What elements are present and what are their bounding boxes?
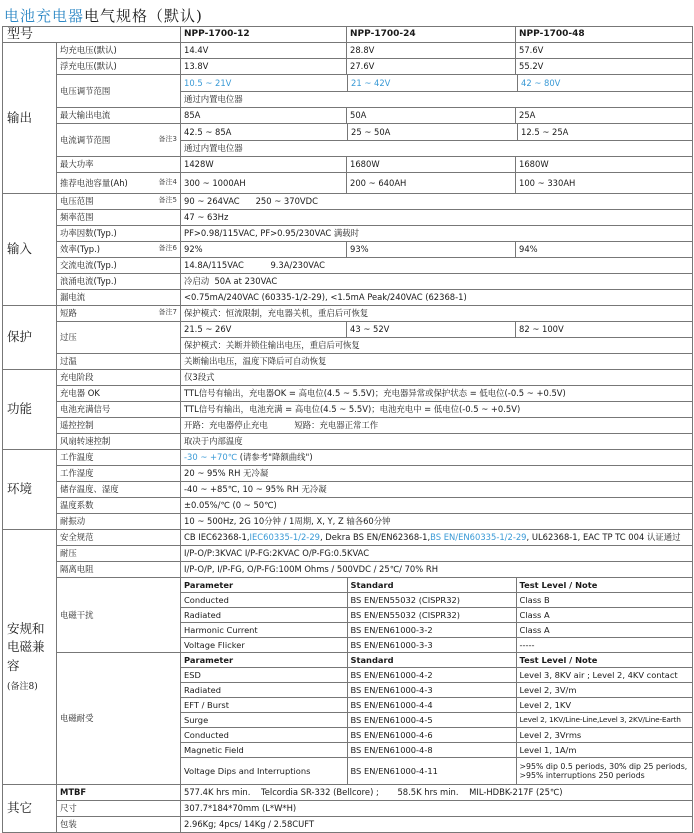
output-row-float-voltage: [3, 59, 693, 75]
title-highlight: 电池充电器: [4, 7, 85, 25]
value: 关断输出电压，温度下降后可自动恢复: [181, 354, 693, 370]
cell: Harmonic Current: [181, 623, 347, 638]
note-tag: 备注7: [158, 308, 178, 317]
immunity-header: [181, 653, 692, 668]
label-storage: 储存温度、湿度: [57, 482, 181, 498]
value: 2.96Kg; 4pcs/ 14Kg / 2.58CUFT: [181, 817, 693, 833]
table-row: [181, 698, 692, 713]
model-3: NPP-1700-48: [516, 27, 693, 43]
env-row-coefficient: [3, 498, 693, 514]
label-text: 电流调节范围: [60, 134, 111, 145]
cell: BS EN/EN61000-4-8: [347, 743, 516, 758]
label-fan: 风扇转速控制: [57, 434, 181, 450]
emission-table: [181, 578, 692, 652]
label-humidity: 工作湿度: [57, 466, 181, 482]
value: 保护模式：恒流限制，充电器关机，重启后可恢复: [181, 306, 693, 322]
label-battery: [57, 173, 181, 194]
label-coefficient: 温度系数: [57, 498, 181, 514]
value: 保护模式：关断并锁住输出电压，重启后可恢复: [181, 338, 693, 354]
value: 42 ~ 80V: [521, 78, 561, 88]
cell: BS EN/EN61000-4-3: [347, 683, 516, 698]
label-mtbf: MTBF: [57, 785, 181, 801]
label-stage: 充电阶段: [57, 370, 181, 386]
cell: -----: [519, 639, 535, 650]
output-row-voltage-adj: [3, 75, 693, 108]
label-text: 推荐电池容量(Ah): [60, 177, 128, 188]
work-temp-value: [181, 450, 693, 466]
label-dimension: 尺寸: [57, 801, 181, 817]
label-short: [57, 306, 181, 322]
cell: Conducted: [181, 728, 347, 743]
cell: Level 2, 1KV: [516, 698, 692, 713]
value: 21 ~ 42V: [348, 75, 518, 91]
std-text: , UL62368-1, EAC TP TC 004 认证通过: [526, 532, 681, 543]
value: 20 ~ 95% RH 无冷凝: [181, 466, 693, 482]
value: -40 ~ +85℃, 10 ~ 95% RH 无冷凝: [181, 482, 693, 498]
value: 28.8V: [347, 43, 516, 59]
cell: Level 1, 1A/m: [516, 743, 692, 758]
note-tag: 备注6: [158, 244, 178, 253]
label-leakage: 漏电流: [57, 290, 181, 306]
section-input: 输入: [3, 194, 57, 306]
function-row-full: [3, 402, 693, 418]
label-remote: 遥控控制: [57, 418, 181, 434]
cell: BS EN/EN61000-4-2: [347, 668, 516, 683]
col-header: Parameter: [181, 653, 347, 668]
label-otp: 过温: [57, 354, 181, 370]
value: 27.6V: [347, 59, 516, 75]
page-title: [0, 0, 694, 26]
label-input-voltage: [57, 194, 181, 210]
table-row: [181, 623, 692, 638]
safety-row-isolation: [3, 562, 693, 578]
output-row-current-adj: [3, 124, 693, 157]
output-row-max-current: [3, 108, 693, 124]
value: 10.5 ~ 21V: [181, 75, 348, 91]
table-row: [181, 593, 692, 608]
label-safety-standards: 安全规范: [57, 530, 181, 546]
std-text: CB IEC62368-1,: [184, 532, 250, 543]
cell: BS EN/EN55032 (CISPR32): [347, 593, 516, 608]
note-tag: 备注5: [158, 196, 178, 205]
label-emission: 电磁干扰: [57, 578, 181, 653]
value: 85A: [181, 108, 347, 124]
label-current-adj: [57, 124, 181, 157]
value: 1680W: [347, 157, 516, 173]
col-header: Test Level / Note: [516, 578, 692, 593]
cell: BS EN/EN55032 (CISPR32): [347, 608, 516, 623]
value: 开路：充电器停止充电 短路：充电器正常工作: [181, 418, 693, 434]
cell: BS EN/EN61000-4-6: [347, 728, 516, 743]
section-output: 输出: [3, 43, 57, 194]
value: 1680W: [516, 157, 693, 173]
value: TTL信号有输出，充电器OK = 高电位(4.5 ~ 5.5V)；充电器异常或保护状态 = 低电位(-0.5 ~ +0.5V): [181, 386, 693, 402]
value: 94%: [516, 242, 693, 258]
label-isolation: 隔离电阻: [57, 562, 181, 578]
value: I/P-O/P:3KVAC I/P-FG:2KVAC O/P-FG:0.5KVAC: [181, 546, 693, 562]
section-safety-title: 安规和电磁兼容: [7, 620, 45, 673]
value: 90 ~ 264VAC 250 ~ 370VDC: [181, 194, 693, 210]
current-adj-note: 通过内置电位器: [181, 140, 692, 156]
value: 1428W: [181, 157, 347, 173]
value: 50A: [347, 108, 516, 124]
current-adj-values: [181, 124, 693, 157]
safety-row-withstand: [3, 546, 693, 562]
cell: Surge: [181, 713, 347, 728]
value: 92%: [181, 242, 347, 258]
value: 307.7*184*70mm (L*W*H): [181, 801, 693, 817]
value: <0.75mA/240VAC (60335-1/2-29), <1.5mA Peak/240VAC (62368-1): [181, 290, 693, 306]
note-tag: 备注3: [158, 134, 178, 143]
cell: Class A: [516, 623, 692, 638]
value-suffix: (请参考"降额曲线"): [237, 452, 313, 463]
cell: Voltage Dips and Interruptions: [181, 758, 347, 785]
col-header: Standard: [347, 578, 516, 593]
env-row-humidity: [3, 466, 693, 482]
cell: Radiated: [181, 683, 347, 698]
cell: ESD: [181, 668, 347, 683]
label-text: 短路: [60, 308, 77, 319]
label-packing: 包装: [57, 817, 181, 833]
protection-row-otp: [3, 354, 693, 370]
table-row: [181, 713, 692, 728]
label-ac-current: 交流电流(Typ.): [57, 258, 181, 274]
spec-table: [2, 26, 693, 833]
protection-row-short: [3, 306, 693, 322]
input-row-inrush: [3, 274, 693, 290]
cell: Conducted: [181, 593, 347, 608]
env-row-temp: [3, 450, 693, 466]
cell: Level 2, 3V/m: [516, 683, 692, 698]
model-label: 型号: [3, 27, 181, 43]
cell: EFT / Burst: [181, 698, 347, 713]
input-row-efficiency: [3, 242, 693, 258]
model-2: NPP-1700-24: [347, 27, 516, 43]
label-text: 电压范围: [60, 196, 94, 207]
input-row-ac-current: [3, 258, 693, 274]
value: 取决于内部温度: [181, 434, 693, 450]
table-row: [181, 668, 692, 683]
label-vibration: 耐振动: [57, 514, 181, 530]
label-efficiency: [57, 242, 181, 258]
model-1: NPP-1700-12: [181, 27, 347, 43]
safety-row-emission: [3, 578, 693, 653]
label-float-voltage: 浮充电压(默认): [57, 59, 181, 75]
others-row-dimension: [3, 801, 693, 817]
value: 25 ~ 50A: [348, 124, 518, 140]
label-full: 电池充满信号: [57, 402, 181, 418]
others-row-packing: [3, 817, 693, 833]
function-row-stage: [3, 370, 693, 386]
output-row-battery: [3, 173, 693, 194]
label-inrush: 浪涌电流(Typ.): [57, 274, 181, 290]
std-text-blue: BS EN/EN60335-1/2-29: [430, 532, 527, 543]
value: 100 ~ 330AH: [516, 173, 693, 194]
value: 47 ~ 63Hz: [181, 210, 693, 226]
value: 43 ~ 52V: [347, 322, 516, 338]
cell: Radiated: [181, 608, 347, 623]
input-row-pf: [3, 226, 693, 242]
output-row-charge-voltage: [3, 43, 693, 59]
env-row-vibration: [3, 514, 693, 530]
cell: BS EN/EN61000-3-3: [347, 638, 516, 653]
section-others: 其它: [3, 785, 57, 833]
cell: Magnetic Field: [181, 743, 347, 758]
table-row: [181, 743, 692, 758]
value: 42.5 ~ 85A: [181, 124, 348, 140]
label-charge-voltage: 均充电压(默认): [57, 43, 181, 59]
function-row-ok: [3, 386, 693, 402]
table-row: [181, 638, 692, 653]
table-row: [181, 608, 692, 623]
safety-standards-value: [181, 530, 693, 546]
emission-table-cell: [181, 578, 693, 653]
value: ±0.05%/℃ (0 ~ 50℃): [181, 498, 693, 514]
value: 冷启动 50A at 230VAC: [181, 274, 693, 290]
label-max-current: 最大输出电流: [57, 108, 181, 124]
section-safety: [3, 530, 57, 785]
label-ovp: 过压: [57, 322, 181, 354]
std-text: , Dekra BS EN/EN62368-1,: [319, 532, 431, 543]
function-row-remote: [3, 418, 693, 434]
cell: Voltage Flicker: [181, 638, 347, 653]
input-row-frequency: [3, 210, 693, 226]
cell: BS EN/EN61000-4-4: [347, 698, 516, 713]
section-safety-note: (备注8): [7, 681, 38, 692]
value: 300 ~ 1000AH: [181, 173, 347, 194]
section-function: 功能: [3, 370, 57, 450]
voltage-adj-note: 通过内置电位器: [181, 91, 692, 107]
title-rest: 电气规格（默认): [84, 7, 203, 25]
value: 93%: [347, 242, 516, 258]
note-tag: 备注4: [158, 177, 178, 186]
value: 57.6V: [516, 43, 693, 59]
value: 577.4K hrs min. Telcordia SR-332 (Bellcore) ; 58.5K hrs min. MIL-HDBK-217F (25℃): [181, 785, 693, 801]
col-header: Test Level / Note: [516, 653, 692, 668]
value: 14.4V: [181, 43, 347, 59]
cell: Level 2, 1KV/Line-Line,Level 3, 2KV/Line-Earth: [516, 713, 692, 728]
others-row-mtbf: [3, 785, 693, 801]
value: -30 ~ +70℃: [184, 452, 238, 463]
cell: >95% dip 0.5 periods, 30% dip 25 periods, >95% interruptions 250 periods: [519, 761, 688, 780]
immunity-table-cell: [181, 653, 693, 785]
output-row-max-power: [3, 157, 693, 173]
env-row-storage: [3, 482, 693, 498]
cell: Level 3, 8KV air ; Level 2, 4KV contact: [516, 668, 692, 683]
value: 仅3段式: [181, 370, 693, 386]
cell: BS EN/EN61000-3-2: [347, 623, 516, 638]
protection-row-ovp: [3, 322, 693, 338]
voltage-adj-values: [181, 75, 693, 108]
value: 200 ~ 640AH: [347, 173, 516, 194]
label-work-temp: 工作温度: [57, 450, 181, 466]
cell: Class A: [516, 608, 692, 623]
value: 25A: [516, 108, 693, 124]
col-header: Parameter: [181, 578, 347, 593]
value: 12.5 ~ 25A: [521, 127, 569, 137]
value: I/P-O/P, I/P-FG, O/P-FG:100M Ohms / 500VDC / 25℃/ 70% RH: [181, 562, 693, 578]
value: 21.5 ~ 26V: [181, 322, 347, 338]
label-charger-ok: 充电器 OK: [57, 386, 181, 402]
label-pf: 功率因数(Typ.): [57, 226, 181, 242]
label-withstand: 耐压: [57, 546, 181, 562]
table-row: [181, 683, 692, 698]
table-row: [181, 728, 692, 743]
label-immunity: 电磁耐受: [57, 653, 181, 785]
label-voltage-adj: 电压调节范围: [57, 75, 181, 108]
table-row: [181, 758, 692, 785]
emission-header: [181, 578, 692, 593]
section-environment: 环境: [3, 450, 57, 530]
immunity-table: [181, 653, 692, 784]
std-text-blue: IEC60335-1/2-29: [249, 532, 320, 543]
cell: Level 2, 3Vrms: [516, 728, 692, 743]
value: 10 ~ 500Hz, 2G 10分钟 / 1周期, X, Y, Z 轴各60分钟: [181, 514, 693, 530]
value: 13.8V: [181, 59, 347, 75]
value: 14.8A/115VAC 9.3A/230VAC: [181, 258, 693, 274]
label-frequency: 频率范围: [57, 210, 181, 226]
value: 82 ~ 100V: [516, 322, 693, 338]
label-max-power: 最大功率: [57, 157, 181, 173]
cell: BS EN/EN61000-4-5: [347, 713, 516, 728]
input-row-voltage: [3, 194, 693, 210]
value: PF>0.98/115VAC, PF>0.95/230VAC 满载时: [181, 226, 693, 242]
cell: BS EN/EN61000-4-11: [347, 758, 516, 785]
safety-row-standards: [3, 530, 693, 546]
section-protection: 保护: [3, 306, 57, 370]
cell: Class B: [516, 593, 692, 608]
input-row-leakage: [3, 290, 693, 306]
function-row-fan: [3, 434, 693, 450]
safety-row-immunity: [3, 653, 693, 785]
col-header: Standard: [347, 653, 516, 668]
value: 55.2V: [516, 59, 693, 75]
model-header-row: [3, 27, 693, 43]
value: TTL信号有输出，电池充满 = 高电位(4.5 ~ 5.5V)；电池充电中 = 低电位(-0.5 ~ +0.5V): [181, 402, 693, 418]
label-text: 效率(Typ.): [60, 244, 101, 255]
